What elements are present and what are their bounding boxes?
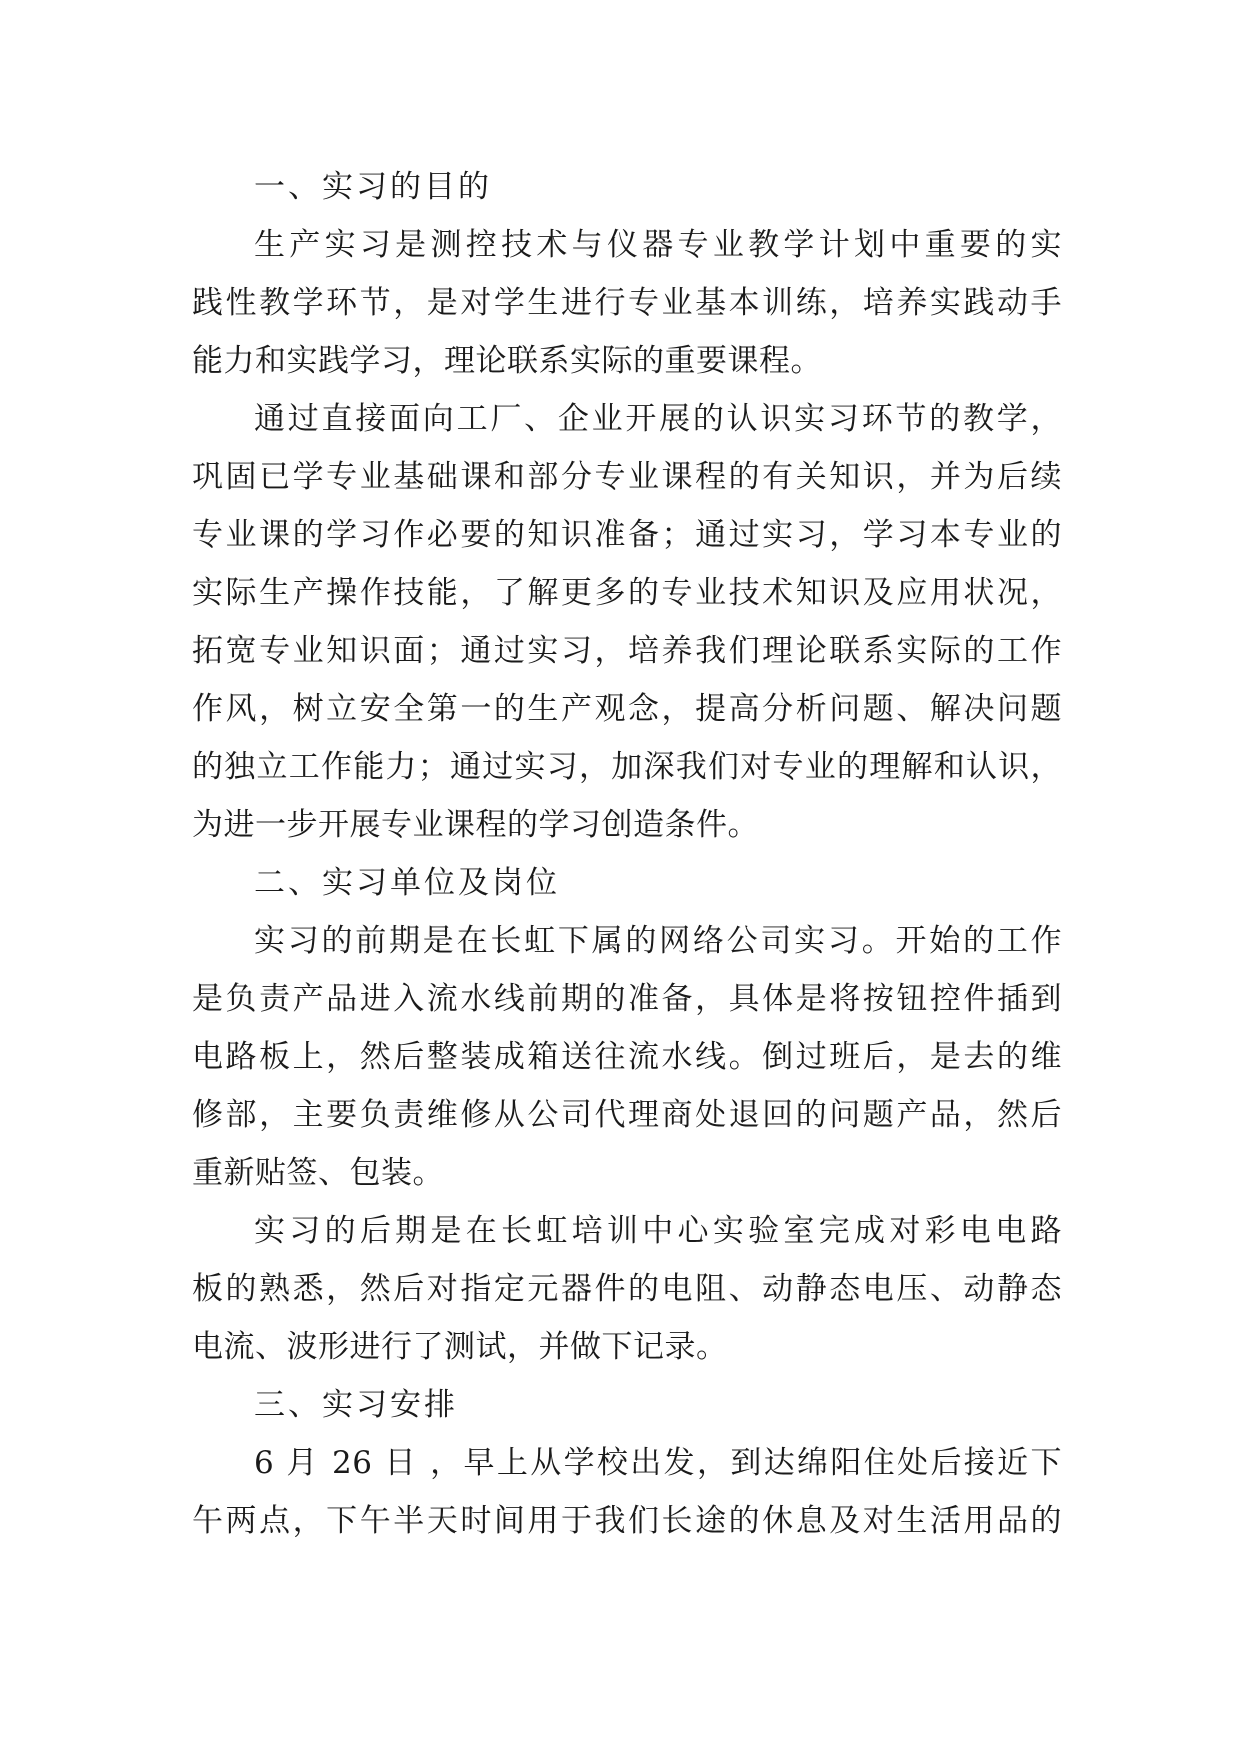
text-line: 的独立工作能力；通过实习，加深我们对专业的理解和认识，: [192, 749, 1062, 785]
text-line: 为进一步开展专业课程的学习创造条件。: [192, 807, 759, 843]
paragraph: [192, 912, 1062, 1202]
text-line: 拓宽专业知识面；通过实习，培养我们理论联系实际的工作: [192, 633, 1062, 669]
paragraph: [192, 1434, 1062, 1550]
text-line: 午两点，下午半天时间用于我们长途的休息及对生活用品的: [192, 1503, 1062, 1539]
paragraph: [192, 390, 1062, 854]
text-line: 电流、波形进行了测试，并做下记录。: [192, 1329, 728, 1365]
text-line: 巩固已学专业基础课和部分专业课程的有关知识，并为后续: [192, 459, 1062, 495]
text-line: 通过直接面向工厂、企业开展的认识实习环节的教学，: [254, 401, 1062, 437]
text-line: 实际生产操作技能，了解更多的专业技术知识及应用状况，: [192, 575, 1062, 611]
text-line: 是负责产品进入流水线前期的准备，具体是将按钮控件插到: [192, 981, 1062, 1017]
text-line: 生产实习是测控技术与仪器专业教学计划中重要的实: [254, 227, 1062, 263]
paragraph: [192, 216, 1062, 390]
text-line: 电路板上，然后整装成箱送往流水线。倒过班后，是去的维: [192, 1039, 1062, 1075]
text-line: 重新贴签、包装。: [192, 1155, 444, 1191]
text-line: 实习的前期是在长虹下属的网络公司实习。开始的工作: [254, 923, 1062, 959]
document-body: [192, 158, 1062, 1550]
text-line: 实习的后期是在长虹培训中心实验室完成对彩电电路: [254, 1213, 1062, 1249]
text-line: 板的熟悉，然后对指定元器件的电阻、动静态电压、动静态: [192, 1271, 1062, 1307]
text-line: 践性教学环节，是对学生进行专业基本训练，培养实践动手: [192, 285, 1062, 321]
text-line: 专业课的学习作必要的知识准备；通过实习，学习本专业的: [192, 517, 1062, 553]
text-line: 6 月 26 日 ，早上从学校出发，到达绵阳住处后接近下: [254, 1445, 1062, 1481]
text-line: 能力和实践学习，理论联系实际的重要课程。: [192, 343, 822, 379]
section-heading: 一、实习的目的: [254, 169, 492, 205]
section-heading: 三、实习安排: [254, 1387, 458, 1423]
paragraph: [192, 1202, 1062, 1376]
text-line: 作风，树立安全第一的生产观念，提高分析问题、解决问题: [192, 691, 1062, 727]
text-line: 修部，主要负责维修从公司代理商处退回的问题产品，然后: [192, 1097, 1062, 1133]
section-heading: 二、实习单位及岗位: [254, 865, 560, 901]
